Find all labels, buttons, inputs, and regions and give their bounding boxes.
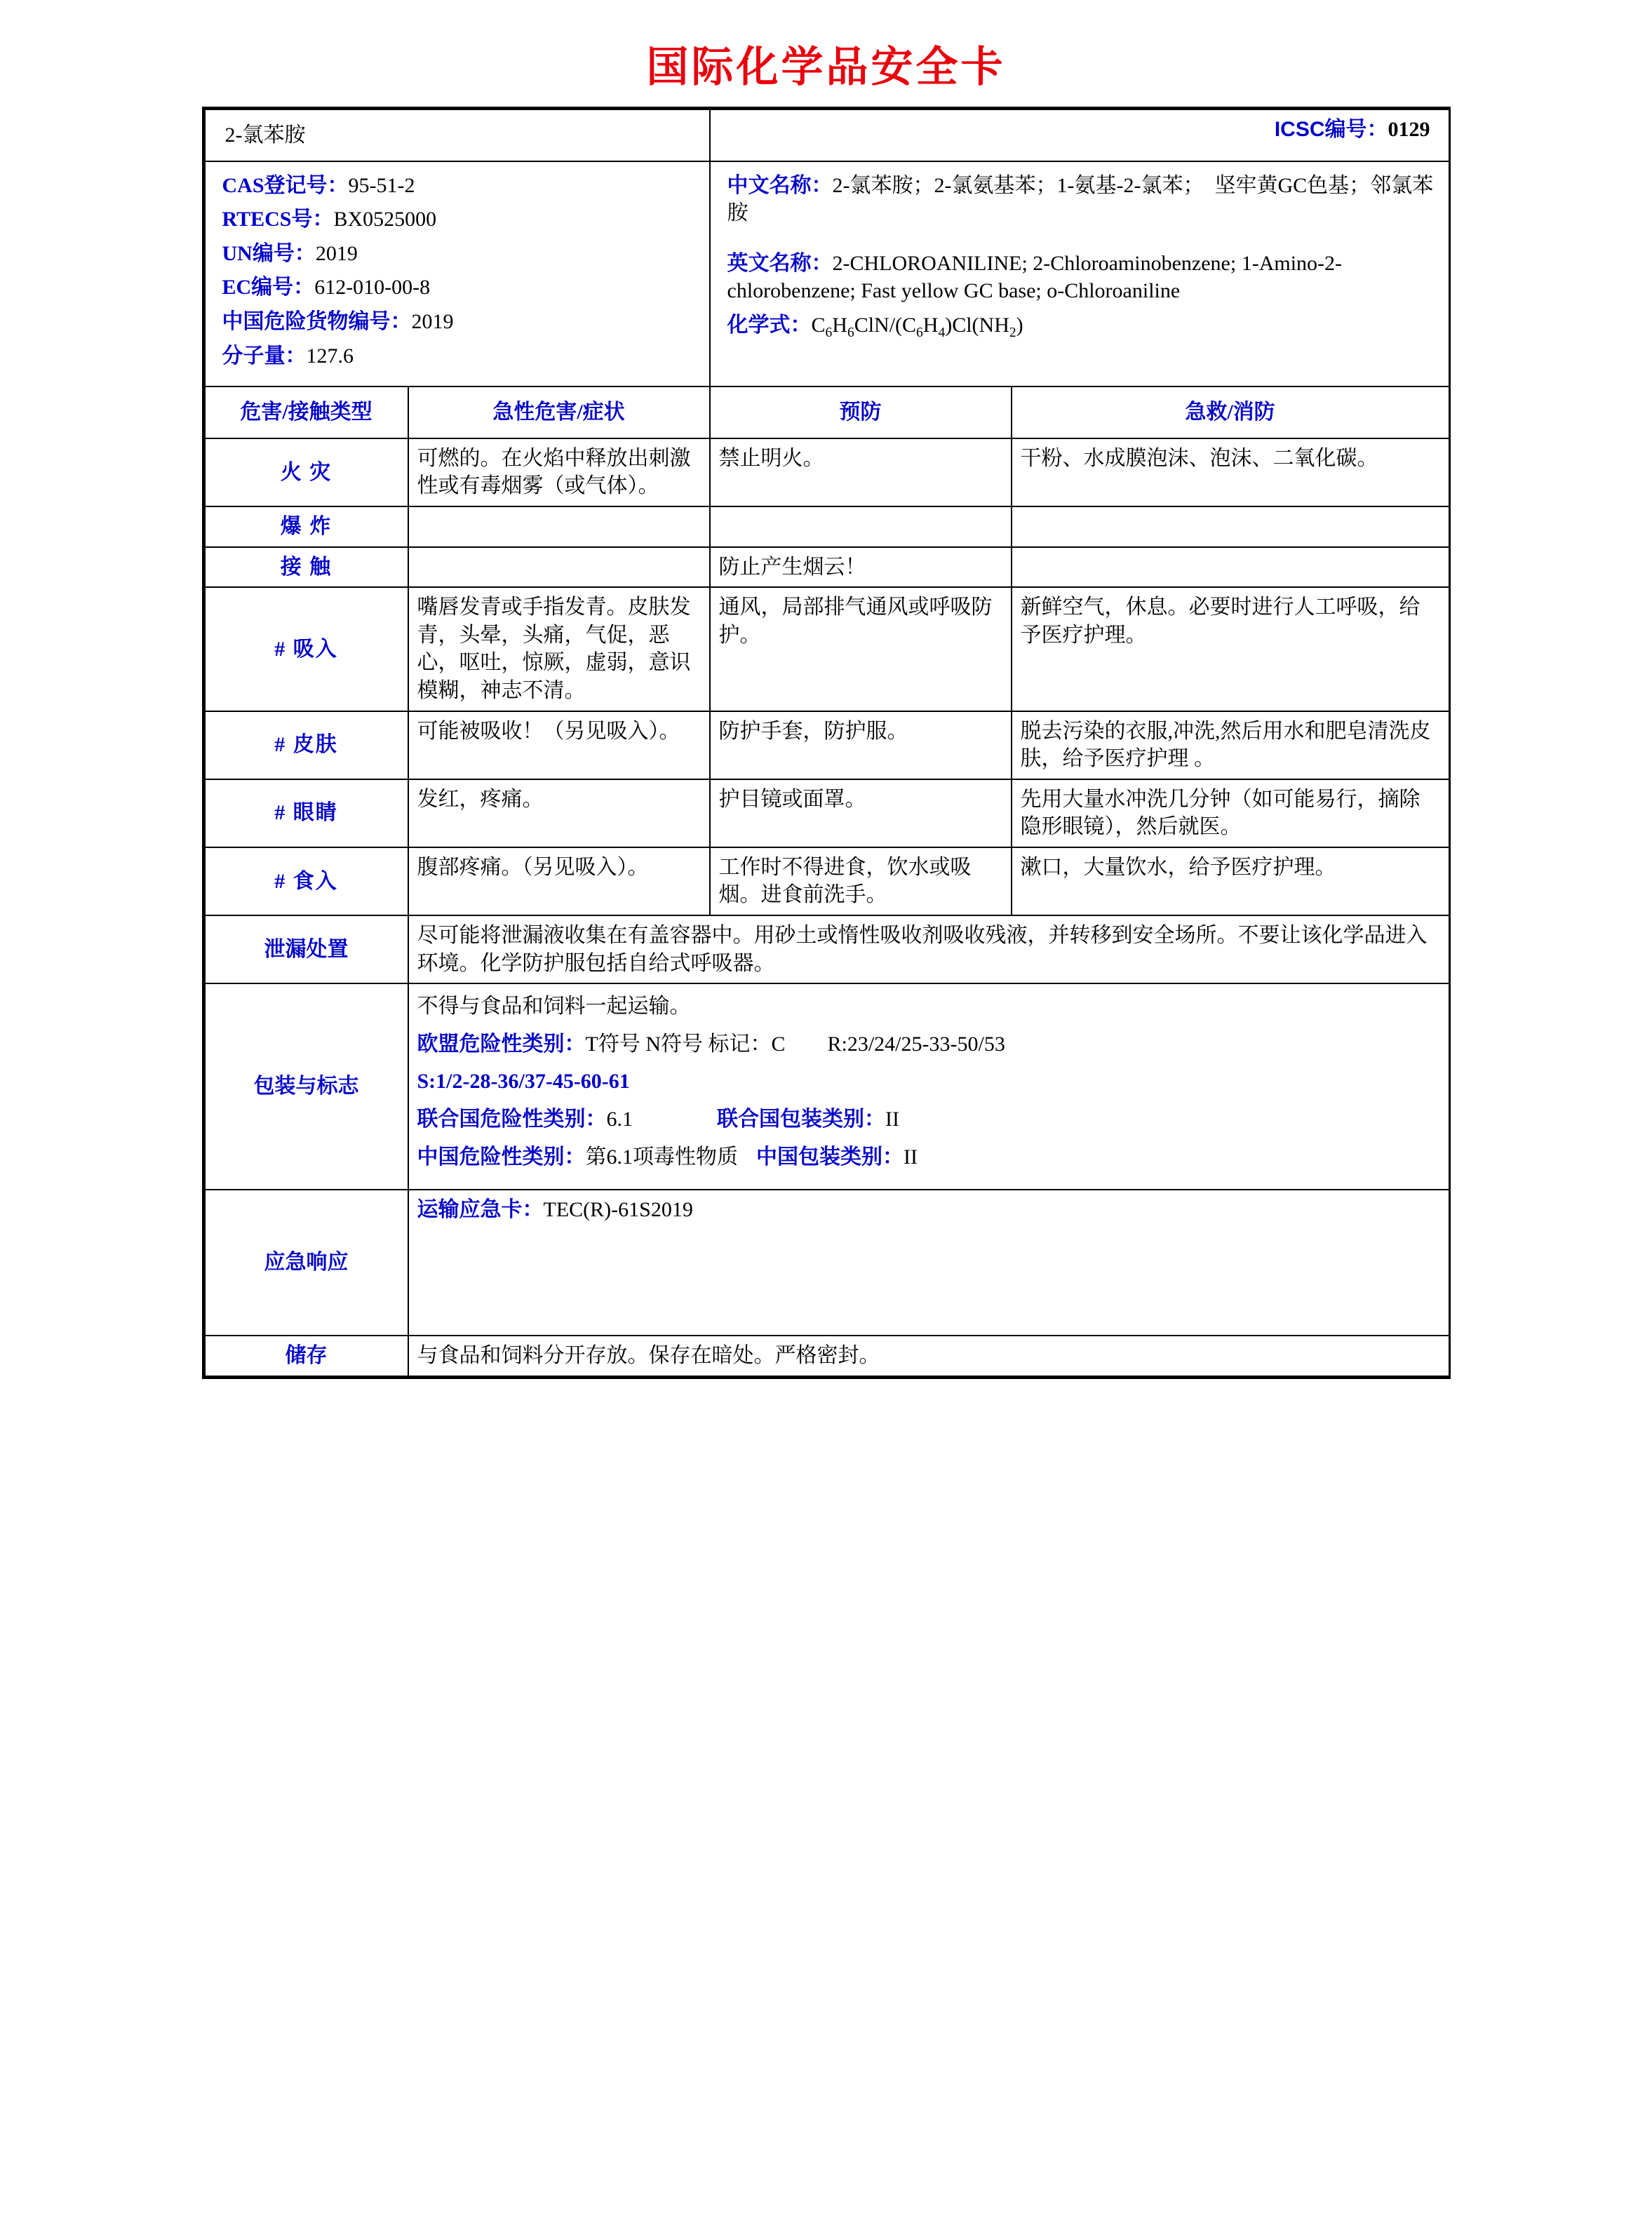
cas-label: CAS登记号：	[222, 173, 349, 197]
spillage-row	[205, 915, 1449, 983]
icsc-label: ICSC编号：	[1274, 118, 1388, 141]
un-classification-line	[417, 1105, 1440, 1134]
cell-ingestion-firstaid: 漱口，大量饮水，给予医疗护理。	[1012, 847, 1449, 915]
un-line	[222, 240, 701, 268]
cell-explosion-prevention	[710, 506, 1012, 547]
cell-skin-symptoms: 可能被吸收！（另见吸入）。	[408, 711, 710, 779]
column-header-symptoms: 急性危害/症状	[408, 386, 710, 438]
un-pack-value: II	[885, 1108, 899, 1131]
formula-line	[727, 311, 1440, 342]
transport-card-label: 运输应急卡：	[417, 1198, 544, 1222]
chinese-name-value: 2-氯苯胺；2-氯氨基苯；1-氨基-2-氯苯； 坚牢黄GC色基；邻氯苯胺	[727, 173, 1434, 225]
row-label-inhalation: # 吸入	[205, 587, 408, 711]
cn-dangerous-goods-value: 2019	[411, 309, 454, 333]
table-row	[205, 438, 1449, 506]
eu-hazard-line	[417, 1030, 1440, 1058]
cell-emergency	[408, 1190, 1449, 1336]
cell-exposure-firstaid	[1012, 547, 1449, 588]
cell-eyes-prevention: 护目镜或面罩。	[710, 779, 1012, 847]
identification-left	[205, 161, 710, 387]
cell-ingestion-prevention: 工作时不得进食，饮水或吸烟。进食前洗手。	[710, 847, 1012, 915]
chinese-name-label: 中文名称：	[727, 173, 833, 197]
molecular-weight-label: 分子量：	[222, 344, 307, 368]
emergency-row	[205, 1190, 1449, 1336]
cell-packaging	[408, 983, 1449, 1190]
transport-card-value: TEC(R)-61S2019	[543, 1198, 693, 1222]
packaging-row	[205, 983, 1449, 1190]
r-phrases: R:23/24/25-33-50/53	[827, 1032, 1005, 1056]
ec-label: EC编号：	[222, 276, 315, 300]
cn-hazard-value: 第6.1项毒性物质	[585, 1145, 738, 1169]
page-title: 国际化学品安全卡	[646, 43, 1006, 90]
cas-line	[222, 172, 701, 200]
cell-explosion-firstaid	[1012, 506, 1449, 547]
substance-name: 2-氯苯胺	[205, 109, 710, 161]
icsc-table	[204, 109, 1450, 1377]
s-phrases: S:1/2-28-36/37-45-60-61	[417, 1070, 630, 1094]
formula-value: $C_6H_6ClN/(C_6H_4)Cl(NH_2)$	[811, 313, 1023, 340]
cn-pack-value: II	[904, 1145, 918, 1169]
cell-inhalation-firstaid: 新鲜空气，休息。必要时进行人工呼吸，给予医疗护理。	[1012, 587, 1449, 711]
un-value: 2019	[315, 241, 358, 265]
column-header-type-l1: 危害/接触类型	[240, 401, 372, 424]
formula-label: 化学式：	[727, 313, 812, 337]
row-label-skin: # 皮肤	[205, 711, 408, 779]
table-row	[205, 711, 1449, 779]
row-label-storage: 储存	[205, 1336, 408, 1376]
molecular-weight-line	[222, 342, 701, 370]
cn-hazard-label: 中国危险性类别：	[417, 1145, 586, 1169]
table-row	[205, 547, 1449, 588]
row-label-ingestion: # 食入	[205, 847, 408, 915]
row-label-exposure: 接 触	[205, 547, 408, 588]
cell-inhalation-prevention: 通风，局部排气通风或呼吸防护。	[710, 587, 1012, 711]
table-row	[205, 847, 1449, 915]
column-header-firstaid: 急救/消防	[1012, 386, 1449, 438]
english-name-value: 2-CHLOROANILINE; 2-Chloroaminobenzene; 1-Amino-2-chlorobenzene; Fast yellow GC base; o-Chloroaniline	[727, 251, 1343, 303]
un-pack-label: 联合国包装类别：	[717, 1108, 885, 1131]
cell-skin-firstaid: 脱去污染的衣服,冲洗,然后用水和肥皂清洗皮肤，给予医疗护理 。	[1012, 711, 1449, 779]
row-label-spillage: 泄漏处置	[205, 915, 408, 983]
cn-pack-label: 中国包装类别：	[756, 1145, 904, 1169]
row-label-fire: 火 灾	[205, 438, 408, 506]
icsc-number-cell	[710, 109, 1449, 161]
cell-exposure-symptoms	[408, 547, 710, 588]
table-row	[205, 506, 1449, 547]
column-header-row	[205, 386, 1449, 438]
english-name-line	[727, 250, 1440, 305]
cell-fire-firstaid: 干粉、水成膜泡沫、泡沫、二氧化碳。	[1012, 438, 1449, 506]
eu-hazard-value: T符号 N符号 标记：C	[585, 1032, 786, 1056]
chinese-name-line	[727, 172, 1440, 227]
un-hazard-label: 联合国危险性类别：	[417, 1108, 607, 1131]
cell-exposure-prevention: 防止产生烟云！	[710, 547, 1012, 588]
identification-row	[205, 161, 1449, 387]
cell-fire-symptoms: 可燃的。在火焰中释放出刺激性或有毒烟雾（或气体）。	[408, 438, 710, 506]
rtecs-line	[222, 206, 701, 234]
molecular-weight-value: 127.6	[306, 344, 354, 368]
column-header-prevention: 预防	[710, 386, 1012, 438]
row-label-packaging: 包装与标志	[205, 983, 408, 1190]
table-row	[205, 587, 1449, 711]
cell-explosion-symptoms	[408, 506, 710, 547]
s-phrases-line	[417, 1068, 1440, 1096]
cn-dangerous-goods-line	[222, 308, 701, 336]
transport-card-line	[417, 1196, 1440, 1224]
cell-storage-text: 与食品和饲料分开存放。保存在暗处。严格密封。	[408, 1336, 1449, 1376]
cn-dangerous-goods-label: 中国危险货物编号：	[222, 309, 412, 333]
cn-classification-line	[417, 1143, 1440, 1171]
rtecs-value: BX0525000	[333, 208, 437, 231]
icsc-card	[202, 107, 1451, 1379]
cell-spillage-text: 尽可能将泄漏液收集在有盖容器中。用砂土或惰性吸收剂吸收残液，并转移到安全场所。不要让该化学品进入环境。化学防护服包括自给式呼吸器。	[408, 915, 1449, 983]
cell-ingestion-symptoms: 腹部疼痛。（另见吸入）。	[408, 847, 710, 915]
un-hazard-value: 6.1	[606, 1108, 633, 1131]
row-label-explosion: 爆 炸	[205, 506, 408, 547]
cell-eyes-firstaid: 先用大量水冲洗几分钟（如可能易行，摘除隐形眼镜），然后就医。	[1012, 779, 1449, 847]
row-label-eyes: # 眼睛	[205, 779, 408, 847]
identification-right	[710, 161, 1449, 387]
icsc-number: 0129	[1388, 118, 1430, 141]
column-header-type	[205, 386, 408, 438]
row-label-emergency: 应急响应	[205, 1190, 408, 1336]
cas-value: 95-51-2	[348, 173, 415, 197]
eu-hazard-label: 欧盟危险性类别：	[417, 1032, 586, 1056]
storage-row	[205, 1336, 1449, 1376]
cell-inhalation-symptoms: 嘴唇发青或手指发青。皮肤发青，头晕，头痛，气促，恶心，呕吐，惊厥，虚弱，意识模糊，神志不清。	[408, 587, 710, 711]
cell-eyes-symptoms: 发红，疼痛。	[408, 779, 710, 847]
rtecs-label: RTECS号：	[222, 208, 334, 231]
english-name-label: 英文名称：	[727, 251, 833, 275]
cell-skin-prevention: 防护手套，防护服。	[710, 711, 1012, 779]
table-row	[205, 779, 1449, 847]
un-label: UN编号：	[222, 241, 316, 265]
ec-line	[222, 274, 701, 302]
ec-value: 612-010-00-8	[314, 276, 431, 300]
packaging-note: 不得与食品和饲料一起运输。	[417, 995, 691, 1018]
header-row	[205, 109, 1449, 161]
cell-fire-prevention: 禁止明火。	[710, 438, 1012, 506]
